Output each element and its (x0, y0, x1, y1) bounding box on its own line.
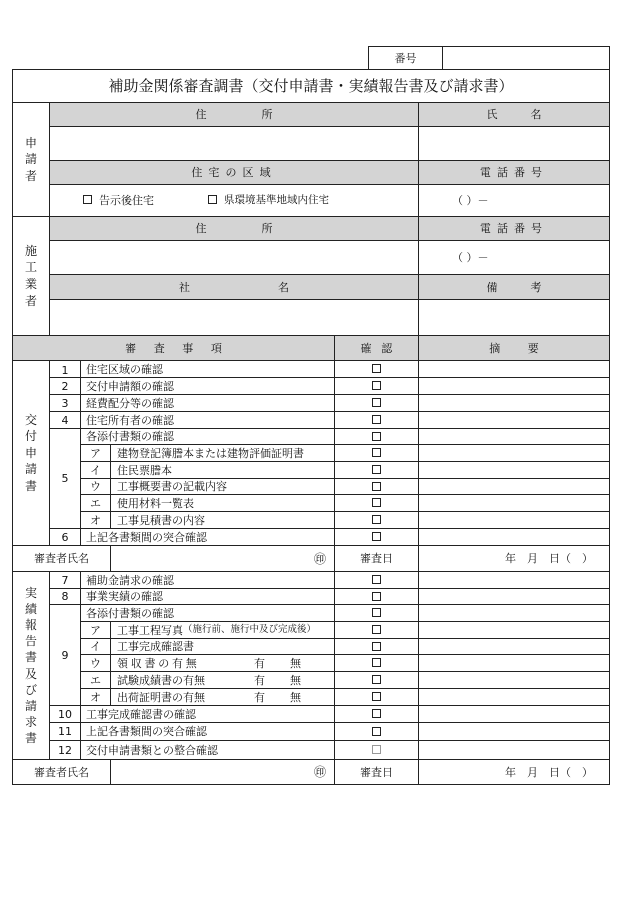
no-option[interactable]: 無 (290, 673, 301, 687)
review-item: 補助金請求の確認 (86, 573, 174, 587)
grant-label-char-2: 付 (24, 429, 37, 444)
sub-item-mark: イ (90, 640, 101, 653)
confirm-checkbox[interactable] (372, 692, 381, 701)
review-date-value[interactable]: 年 月 日（ ） (505, 552, 593, 565)
report-label-char-2: 績 (24, 602, 37, 617)
number-label: 番号 (394, 51, 417, 65)
report-label-char-3: 報 (24, 618, 37, 633)
applicant-phone-header: 電話番号 (479, 166, 549, 179)
confirm-checkbox[interactable] (372, 515, 381, 524)
review-item: 交付申請額の確認 (86, 379, 174, 393)
contractor-section-label (13, 217, 49, 335)
sub-item-mark: ウ (90, 480, 101, 493)
confirm-checkbox[interactable] (372, 575, 381, 584)
contractor-address-field[interactable] (50, 241, 418, 274)
confirm-checkbox[interactable] (372, 532, 381, 541)
confirm-checkbox[interactable] (372, 642, 381, 651)
review-date-label: 審査日 (360, 765, 393, 779)
row-number: 5 (61, 472, 69, 485)
report-label-char-1: 実 (24, 586, 37, 601)
review-item: 住宅区域の確認 (86, 362, 163, 376)
confirm-checkbox[interactable] (372, 727, 381, 736)
grant-label-char-3: 申 (24, 445, 37, 460)
review-sub-item: 使用材料一覧表 (117, 496, 194, 510)
review-summary-header: 摘要 (489, 341, 567, 355)
applicant-label-char-1: 申 (24, 135, 37, 150)
confirm-checkbox[interactable] (372, 364, 381, 373)
row-number: 9 (61, 648, 69, 662)
contractor-address-header: 住所 (195, 222, 328, 235)
report-label-char-7: び (24, 682, 37, 697)
contractor-label-char-4: 者 (24, 293, 37, 308)
row-number: 10 (58, 707, 72, 721)
row-number: 12 (58, 743, 72, 757)
applicant-phone-value[interactable]: （ ）－ (452, 193, 489, 207)
applicant-label-char-2: 請 (24, 152, 37, 167)
confirm-checkbox[interactable] (372, 448, 381, 457)
grant-section-label (13, 361, 49, 545)
reviewer-name-label: 審査者氏名 (34, 765, 89, 779)
seal-mark: ㊞ (313, 551, 326, 566)
review-item: 工事完成確認書の確認 (86, 707, 196, 721)
confirm-checkbox[interactable] (372, 608, 381, 617)
row-number: 4 (61, 413, 69, 427)
review-sub-item: 工事見積書の内容 (117, 513, 205, 527)
sub-item-mark: イ (90, 463, 101, 477)
contractor-label-char-1: 施 (24, 243, 37, 258)
review-sub-item: 住民票謄本 (117, 463, 172, 477)
sub-item-mark: エ (90, 496, 101, 510)
confirm-checkbox[interactable] (372, 381, 381, 390)
applicant-area-header: 住宅の区域 (191, 166, 277, 179)
sub-item-mark: エ (90, 673, 101, 687)
yes-option[interactable]: 有 (254, 656, 265, 670)
option-post-notice-label: 告示後住宅 (99, 193, 154, 207)
sub-item-note: （施行前、施行中及び完成後） (183, 624, 317, 636)
review-sub-item (117, 622, 316, 638)
grant-label-char-1: 交 (24, 412, 37, 427)
review-item: 各添付書類の確認 (86, 606, 174, 620)
confirm-checkbox[interactable] (372, 592, 381, 601)
no-option[interactable]: 無 (290, 690, 301, 704)
applicant-section-label (13, 103, 49, 216)
confirm-checkbox[interactable] (372, 709, 381, 718)
applicant-label-char-3: 者 (24, 168, 37, 183)
sub-item-mark: ア (90, 623, 101, 637)
sub-item-mark: ウ (90, 656, 101, 670)
review-confirm-header: 確認 (360, 341, 403, 355)
confirm-checkbox[interactable] (372, 745, 381, 754)
confirm-checkbox[interactable] (372, 498, 381, 507)
row-number: 7 (61, 573, 69, 587)
report-label-char-6: 及 (24, 666, 37, 681)
reviewer-name-field[interactable] (111, 760, 334, 784)
review-item: 経費配分等の確認 (86, 396, 174, 410)
review-date-value[interactable]: 年 月 日（ ） (505, 765, 593, 779)
option-prefecture-area-checkbox[interactable] (208, 195, 217, 204)
row-number: 8 (61, 590, 69, 603)
confirm-checkbox[interactable] (372, 465, 381, 474)
confirm-checkbox[interactable] (372, 625, 381, 634)
yes-option[interactable]: 有 (254, 673, 265, 687)
contractor-remarks-field[interactable] (419, 300, 609, 335)
yes-option[interactable]: 有 (254, 690, 265, 704)
reviewer-name-field[interactable] (111, 546, 334, 571)
applicant-name-header: 氏名 (486, 108, 575, 121)
confirm-checkbox[interactable] (372, 432, 381, 441)
report-label-char-10: 書 (24, 730, 37, 745)
review-sub-item: 試験成績書の有無 (117, 673, 205, 687)
report-section-label (13, 572, 49, 759)
review-item: 上記各書類間の突合確認 (86, 530, 207, 544)
document-title: 補助金関係審査調書（交付申請書・実績報告書及び請求書） (108, 76, 514, 95)
contractor-phone-value[interactable]: （ ）－ (452, 250, 489, 264)
row-number: 2 (61, 379, 69, 393)
review-sub-item: 工事概要書の記載内容 (117, 480, 227, 493)
applicant-address-header: 住所 (195, 108, 328, 121)
applicant-name-field[interactable] (419, 127, 609, 160)
row-number: 3 (61, 396, 69, 410)
report-label-char-8: 請 (24, 698, 37, 713)
number-field[interactable] (443, 47, 609, 69)
confirm-checkbox[interactable] (372, 675, 381, 684)
review-item: 事業実績の確認 (86, 590, 163, 603)
review-sub-item: 工事完成確認書 (117, 640, 194, 653)
applicant-address-field[interactable] (50, 127, 418, 160)
grant-label-char-5: 書 (24, 478, 37, 493)
report-label-char-4: 告 (24, 634, 37, 649)
review-sub-item: 出荷証明書の有無 (117, 690, 205, 704)
report-label-char-9: 求 (24, 714, 37, 729)
reviewer-name-label: 審査者氏名 (34, 552, 89, 565)
confirm-checkbox[interactable] (372, 658, 381, 667)
review-sub-item: 領収書の有無 (117, 656, 200, 670)
review-item: 住宅所有者の確認 (86, 413, 174, 427)
row-number: 11 (58, 725, 72, 738)
grant-label-char-4: 請 (24, 462, 37, 477)
confirm-checkbox[interactable] (372, 482, 381, 491)
seal-mark: ㊞ (313, 765, 326, 779)
review-items-header: 審査事項 (125, 341, 240, 355)
contractor-company-field[interactable] (50, 300, 418, 335)
row-number: 6 (61, 530, 69, 544)
sub-item-mark: オ (90, 513, 101, 527)
sub-item-mark: ア (90, 446, 101, 460)
contractor-label-char-2: 工 (24, 260, 37, 275)
option-prefecture-area-label: 県環境基準地域内住宅 (224, 193, 329, 206)
contractor-remarks-header: 備考 (486, 280, 575, 294)
sub-item-text: 工事工程写真 (117, 623, 183, 637)
review-date-label: 審査日 (360, 552, 393, 565)
contractor-label-char-3: 業 (24, 277, 37, 291)
confirm-checkbox[interactable] (372, 398, 381, 407)
review-sub-item: 建物登記簿謄本または建物評価証明書 (117, 446, 304, 460)
contractor-phone-header: 電話番号 (479, 222, 549, 235)
review-item: 各添付書類の確認 (86, 430, 174, 443)
report-label-char-5: 書 (24, 650, 37, 665)
contractor-company-header: 社名 (179, 280, 377, 294)
review-item: 交付申請書類との整合確認 (86, 743, 218, 757)
confirm-checkbox[interactable] (372, 415, 381, 424)
review-item: 上記各書類間の突合確認 (86, 725, 207, 738)
sub-item-mark: オ (90, 690, 101, 704)
no-option[interactable]: 無 (290, 656, 301, 670)
option-post-notice-checkbox[interactable] (83, 195, 92, 204)
